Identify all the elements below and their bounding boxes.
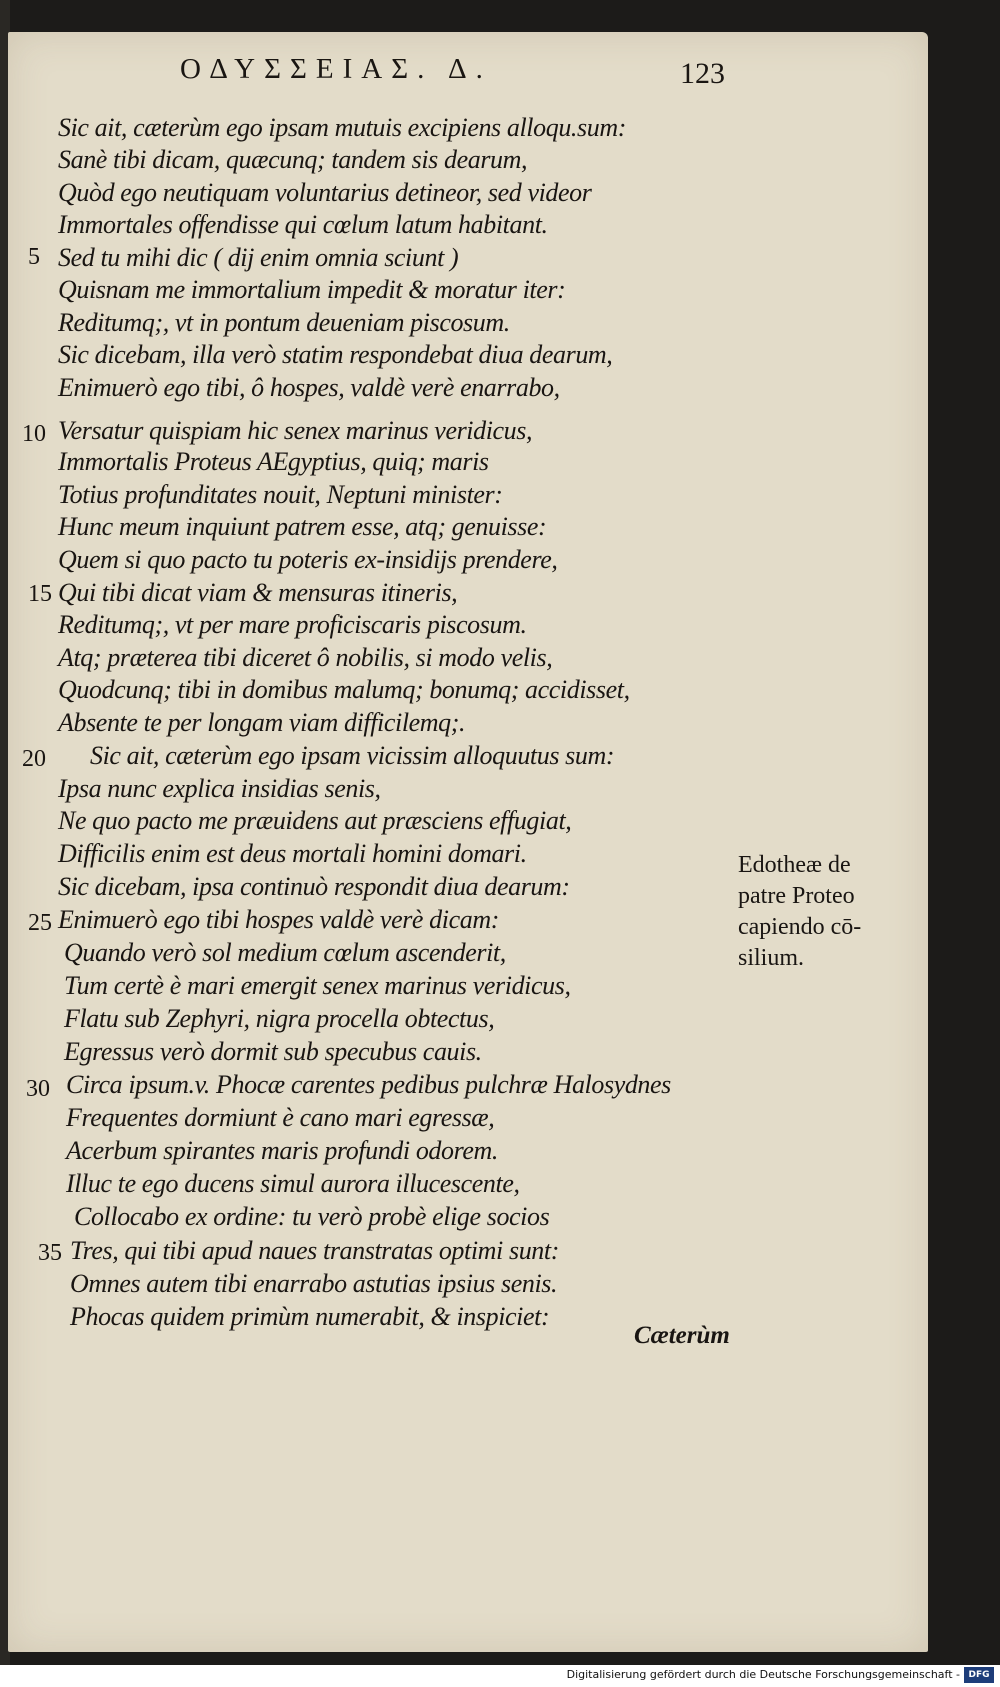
verse-line: Flatu sub Zephyri, nigra procella obtectus, [64,1004,495,1033]
running-header: ΟΔΥΣΣΕΙΑΣ. Δ. [180,53,492,85]
margin-note-line: Edotheæ de [738,852,851,878]
margin-note-line: patre Proteo [738,883,855,909]
verse-line: Tres, qui tibi apud naues transtratas optimi sunt: [70,1236,559,1265]
verse-line: Sic ait, cæterùm ego ipsam vicissim alloquutus sum: [90,741,615,770]
verse-line: Quando verò sol medium cœlum ascenderit, [64,938,506,967]
verse-line: Omnes autem tibi enarrabo astutias ipsius senis. [70,1269,558,1298]
verse-line: Quodcunq; tibi in domibus malumq; bonumq; accidisset, [58,675,630,704]
verse-line: Quisnam me immortalium impedit & moratur iter: [58,275,566,304]
verse-line: Absente te per longam viam difficilemq;. [58,708,466,737]
verse-line: Versatur quispiam hic senex marinus veridicus, [58,416,533,445]
verse-line: Ipsa nunc explica insidias senis, [58,774,381,803]
verse-line: Illuc te ego ducens simul aurora illucescente, [66,1169,520,1198]
verse-line: Reditumq;, vt in pontum deueniam piscosum. [58,308,510,337]
verse-line: Immortalis Proteus AEgyptius, quiq; maris [58,447,489,476]
verse-line: Difficilis enim est deus mortali homini domari. [58,839,527,868]
margin-note [738,850,888,974]
verse-line: Quem si quo pacto tu poteris ex-insidijs prendere, [58,545,558,574]
line-number: 25 [28,910,52,936]
verse-line: Circa ipsum.v. Phocæ carentes pedibus pulchræ Halosydnes [66,1070,671,1099]
verse-line: Sic ait, cæterùm ego ipsam mutuis excipiens alloqu.sum: [58,113,626,142]
verse-line: Quòd ego neutiquam voluntarius detineor, sed videor [58,178,592,207]
verse-line: Hunc meum inquiunt patrem esse, atq; genuisse: [58,512,547,541]
verse-line: Egressus verò dormit sub specubus cauis. [64,1037,482,1066]
verse-line: Enimuerò ego tibi, ô hospes, valdè verè enarrabo, [58,373,560,402]
margin-note-line: silium. [738,945,805,971]
line-number: 20 [22,746,46,772]
verse-line: Phocas quidem primùm numerabit, & inspiciet: [70,1302,550,1331]
verse-line: Sic dicebam, illa verò statim respondebat diua dearum, [58,340,613,369]
verse-line: Ne quo pacto me præuidens aut præsciens effugiat, [58,806,572,835]
verse-line: Collocabo ex ordine: tu verò probè elige socios [74,1202,550,1231]
verse-line: Enimuerò ego tibi hospes valdè verè dicam: [58,905,499,934]
verse-line: Totius profunditates nouit, Neptuni minister: [58,480,503,509]
verse-line: Tum certè è mari emergit senex marinus veridicus, [64,971,571,1000]
verse-line: Reditumq;, vt per mare proficiscaris piscosum. [58,610,527,639]
footer-bar [0,1665,1000,1687]
dfg-logo[interactable]: DFG [964,1667,994,1683]
page-number: 123 [680,57,725,90]
verse-line: Sanè tibi dicam, quæcunq; tandem sis dearum, [58,145,528,174]
verse-line: Sic dicebam, ipsa continuò respondit diua dearum: [58,872,570,901]
line-number: 30 [26,1076,50,1102]
footer-credit: Digitalisierung gefördert durch die Deutsche Forschungsgemeinschaft - [566,1668,960,1681]
verse-line: Frequentes dormiunt è cano mari egressæ, [66,1103,495,1132]
verse-line: Immortales offendisse qui cœlum latum habitant. [58,210,548,239]
margin-note-line: capiendo cō- [738,914,862,940]
verse-line: Atq; præterea tibi diceret ô nobilis, si modo velis, [58,643,553,672]
verse-line: Sed tu mihi dic ( dij enim omnia sciunt ) [58,243,459,272]
verse-line: Acerbum spirantes maris profundi odorem. [66,1136,499,1165]
line-number: 5 [28,244,40,270]
line-number: 15 [28,581,52,607]
catchword: Cæterùm [634,1322,730,1349]
line-number: 10 [22,421,46,447]
line-number: 35 [38,1240,62,1266]
verse-line: Qui tibi dicat viam & mensuras itineris, [58,578,458,607]
